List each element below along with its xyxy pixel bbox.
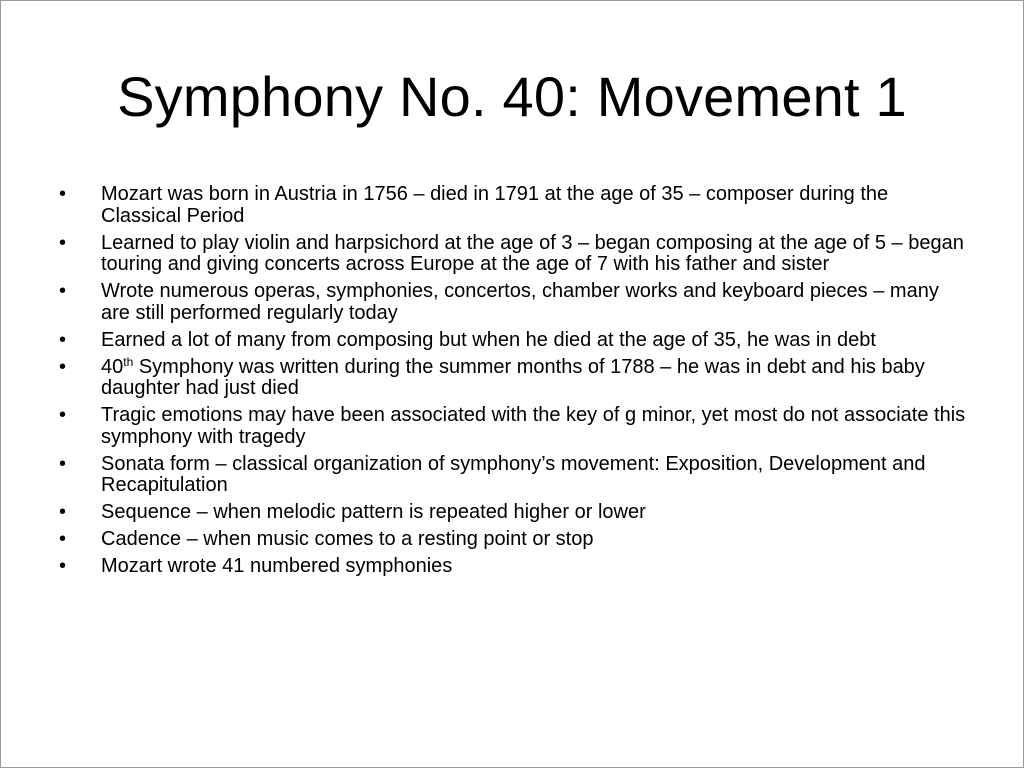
bullet-text-rest: Symphony was written during the summer months of 1788 – he was in debt and his baby daughter had just died <box>101 355 925 399</box>
bullet-marker: • <box>59 452 67 475</box>
bullet-marker: • <box>59 231 67 254</box>
bullet-marker: • <box>59 355 67 378</box>
bullet-text: Mozart was born in Austria in 1756 – died in 1791 at the age of 35 – composer during the Classical Period <box>101 183 889 227</box>
bullet-marker: • <box>59 501 67 523</box>
bullet-text: Sequence – when melodic pattern is repeated higher or lower <box>101 501 646 523</box>
bullet-marker: • <box>59 528 67 550</box>
bullet-item <box>59 405 969 448</box>
bullet-item <box>59 354 969 400</box>
bullet-text: Tragic emotions may have been associated with the key of g minor, yet most do not associate this symphony with tragedy <box>101 404 966 448</box>
bullet-text: Wrote numerous operas, symphonies, concertos, chamber works and keyboard pieces – many are still performed regularly today <box>101 280 939 324</box>
bullet-marker: • <box>59 328 67 351</box>
ordinal-suffix: th <box>123 354 134 369</box>
bullet-text <box>101 356 925 400</box>
bullet-list <box>59 184 969 583</box>
bullet-text: Mozart wrote 41 numbered symphonies <box>101 555 453 577</box>
slide-title: Symphony No. 40: Movement 1 <box>117 65 907 128</box>
ordinal-number: 40 <box>101 355 124 378</box>
bullet-item <box>59 502 969 524</box>
bullet-text: Earned a lot of many from composing but when he died at the age of 35, he was in debt <box>101 328 876 351</box>
bullet-item <box>59 529 969 551</box>
bullet-text: Learned to play violin and harpsichord at the age of 3 – began composing at the age of 5 – began touring and giving concerts across Europe at the age of 7 with his father and sister <box>101 231 964 275</box>
bullet-marker: • <box>59 404 67 426</box>
bullet-item <box>59 454 969 497</box>
bullet-text: Cadence – when music comes to a resting point or stop <box>101 528 594 550</box>
bullet-marker: • <box>59 555 67 577</box>
bullet-item <box>59 184 969 227</box>
bullet-item <box>59 556 969 578</box>
bullet-marker: • <box>59 280 67 302</box>
bullet-item <box>59 281 969 324</box>
bullet-item <box>59 233 969 276</box>
bullet-marker: • <box>59 183 67 205</box>
bullet-text: Sonata form – classical organization of symphony’s movement: Exposition, Development and Recapitulation <box>101 452 926 496</box>
bullet-item <box>59 330 969 352</box>
